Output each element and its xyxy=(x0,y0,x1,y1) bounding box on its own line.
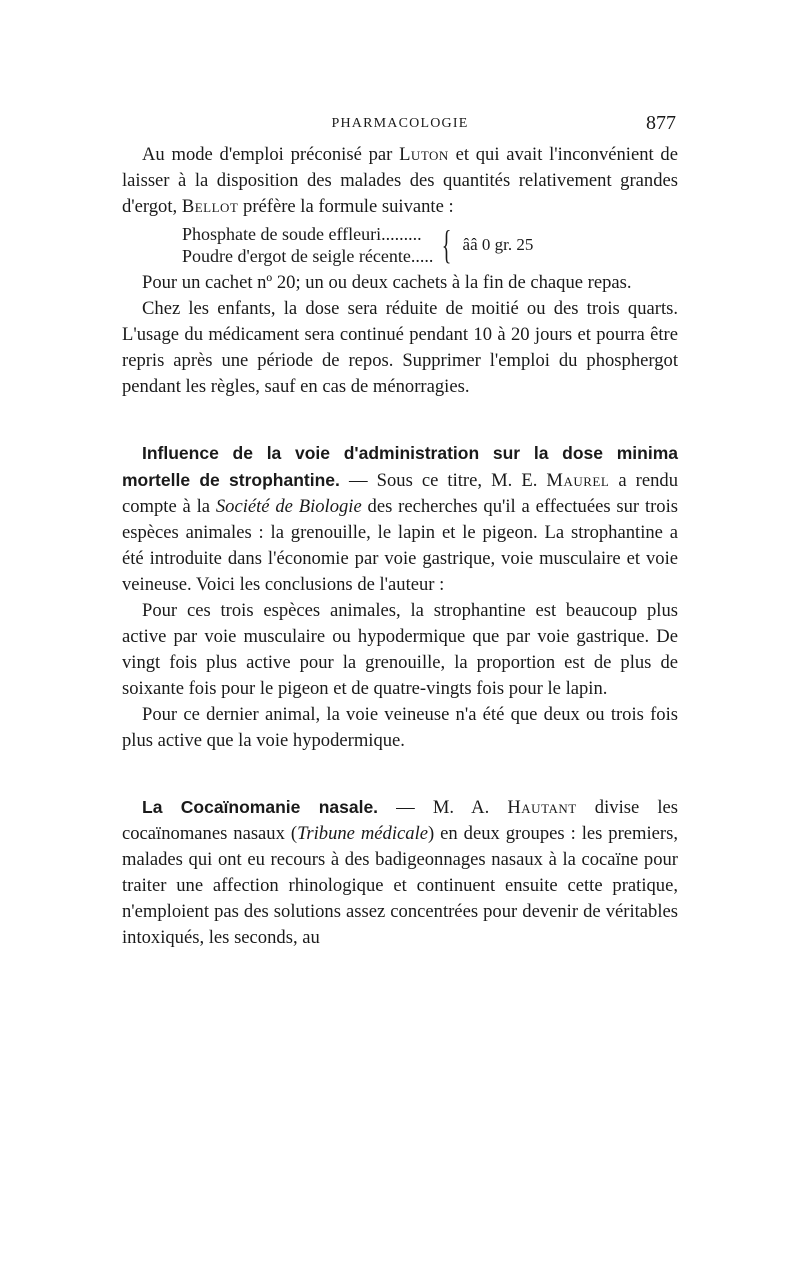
formula-line: Poudre d'ergot de seigle récente..... xyxy=(182,246,434,266)
curly-brace-icon: { xyxy=(442,222,452,267)
page-number: 877 xyxy=(646,112,676,134)
paragraph-strophantine-intro xyxy=(122,440,678,598)
paragraph-children: Chez les enfants, la dose sera réduite de moitié ou des trois quarts. L'usage du médicament sera continué pendant 10 à 20 jours et pourra être repris après une période de repos. Supprimer l'emploi du phosphergot pendant les règles, sauf en cas de ménorragies. xyxy=(122,298,678,397)
text-fragment: ) en deux groupes : les premiers, malades qui ont eu recours à des badigeonnages nasaux à la cocaïne pour traiter une affection rhinologique et continuent ensuite cette pratique, n'emploient pas des solutions assez concentrées pour devenir de véritables intoxiqués, les seconds, au xyxy=(122,823,679,948)
text-fragment: et qui avait l'inconvénient de laisser à la disposition des malades des quantités relativement grandes d'ergot, xyxy=(122,144,678,217)
formula-ingredients xyxy=(182,223,433,267)
text-fragment: Au mode d'emploi préconisé par xyxy=(142,144,400,165)
section-heading: Influence de la voie d'administration sur la dose minima mortelle de strophantine. xyxy=(122,443,678,490)
prescription-formula xyxy=(182,220,678,270)
paragraph-luton-bellot xyxy=(122,142,678,220)
paragraph-dosage: Pour un cachet nº 20; un ou deux cachets à la fin de chaque repas. xyxy=(142,272,632,293)
paragraph-conclusions: Pour ces trois espèces animales, la strophantine est beaucoup plus active par voie musculaire ou hypodermique que par voie gastrique. De vingt fois plus active pour la grenouille, la proportion est de plus de soixante fois pour le pigeon et de quatre-vingts fois pour le lapin. xyxy=(122,600,678,699)
section-spacer xyxy=(122,754,678,794)
text-fragment: préfère la formule suivante : xyxy=(238,196,454,217)
text-fragment: a rendu compte à la xyxy=(122,470,679,517)
page-header xyxy=(122,112,678,142)
ergot-formula-section xyxy=(122,142,678,400)
formula-line: Phosphate de soude effleuri......... xyxy=(182,224,422,244)
author-name-hautant: Hautant xyxy=(507,797,577,818)
section-spacer xyxy=(122,400,678,440)
text-fragment: divise les cocaïnomanes nasaux ( xyxy=(122,797,678,844)
cocainomanie-section xyxy=(122,794,678,951)
paragraph-venous-route: Pour ce dernier animal, la voie veineuse n'a été que deux ou trois fois plus active que la voie hypodermique. xyxy=(122,704,678,751)
book-page xyxy=(122,112,678,951)
text-fragment: des recherches qu'il a effectuées sur trois espèces animales : la grenouille, le lapin et le pigeon. La strophantine a été introduite dans l'économie par voie gastrique, voie musculaire et voie veineuse. Voici les conclusions de l'auteur : xyxy=(122,496,678,595)
text-fragment: — M. A. xyxy=(378,797,508,818)
section-heading: La Cocaïnomanie nasale. xyxy=(142,797,379,817)
author-name-luton: Luton xyxy=(399,144,449,165)
journal-title: Société de Biologie xyxy=(215,496,362,517)
formula-dose: ââ 0 gr. 25 xyxy=(462,235,534,254)
strophantine-section xyxy=(122,440,678,754)
journal-title: Tribune médicale xyxy=(297,823,428,844)
text-fragment: — Sous ce titre, M. E. xyxy=(339,470,547,491)
author-name-maurel: Maurel xyxy=(546,470,610,491)
author-name-bellot: Bellot xyxy=(181,196,239,217)
running-title: PHARMACOLOGIE xyxy=(331,116,469,131)
paragraph-cocainomanie xyxy=(122,794,678,951)
